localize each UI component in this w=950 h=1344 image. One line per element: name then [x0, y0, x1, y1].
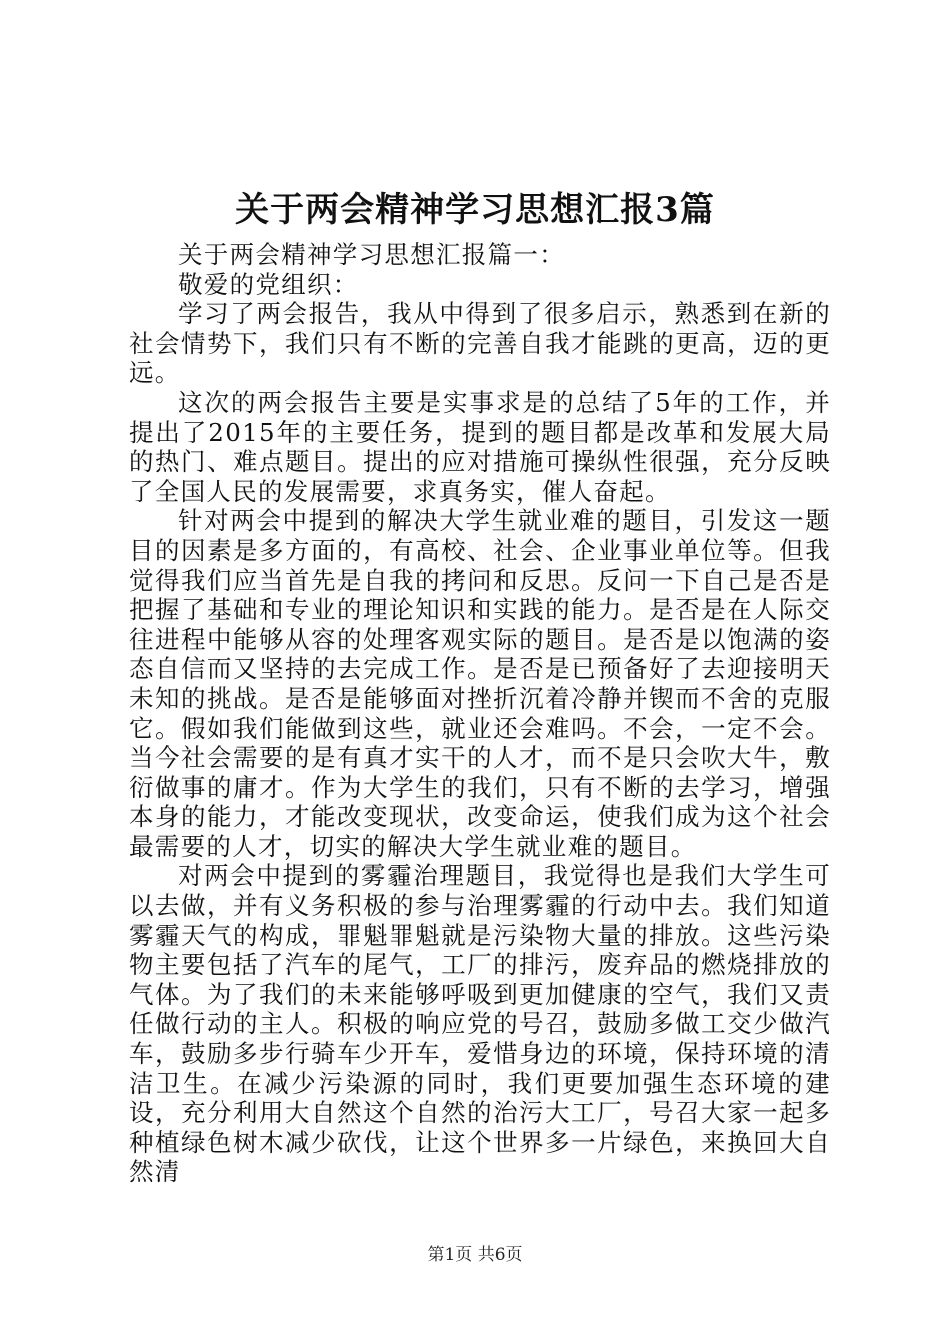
- paragraph-2: 这次的两会报告主要是实事求是的总结了5年的工作，并提出了2015年的主要任务，提到的题目都是改革和发展大局的热门、难点题目。提出的应对措施可操纵性很强，充分反映了全国人民的发展需要，求真务实，催人奋起。: [129, 387, 831, 506]
- paragraph-3: 针对两会中提到的解决大学生就业难的题目，引发这一题目的因素是多方面的，有高校、社会、企业事业单位等。但我觉得我们应当首先是自我的拷问和反思。反问一下自己是否是把握了基础和专业的理论知识和实践的能力。是否是在人际交往进程中能够从容的处理客观实际的题目。是否是以饱满的姿态自信而又坚持的去完成工作。是否是已预备好了去迎接明天未知的挑战。是否是能够面对挫折沉着冷静并锲而不舍的克服它。假如我们能做到这些，就业还会难吗。不会，一定不会。当今社会需要的是有真才实干的人才，而不是只会吹大牛，敷衍做事的庸才。作为大学生的我们，只有不断的去学习，增强本身的能力，才能改变现状，改变命运，使我们成为这个社会最需要的人才，切实的解决大学生就业难的题目。: [129, 506, 831, 861]
- paragraph-1: 学习了两会报告，我从中得到了很多启示，熟悉到在新的社会情势下，我们只有不断的完善自我才能跳的更高，迈的更远。: [129, 299, 831, 388]
- page-footer: 第1页 共6页: [427, 1245, 523, 1265]
- document-body: [129, 240, 831, 1187]
- paragraph-section-heading: 关于两会精神学习思想汇报篇一：: [178, 240, 565, 269]
- document-title: 关于两会精神学习思想汇报3篇: [235, 190, 715, 230]
- paragraph-4: 对两会中提到的雾霾治理题目，我觉得也是我们大学生可以去做，并有义务积极的参与治理雾霾的行动中去。我们知道雾霾天气的构成，罪魁罪魁就是污染物大量的排放。这些污染物主要包括了汽车的尾气，工厂的排污，废弃品的燃烧排放的气体。为了我们的未来能够呼吸到更加健康的空气，我们又责任做行动的主人。积极的响应党的号召，鼓励多做工交少做汽车，鼓励多步行骑车少开车，爱惜身边的环境，保持环境的清洁卫生。在减少污染源的同时，我们更要加强生态环境的建设，充分利用大自然这个自然的治污大工厂，号召大家一起多种植绿色树木减少砍伐，让这个世界多一片绿色，来换回大自然清: [129, 861, 831, 1187]
- paragraph-salutation: 敬爱的党组织：: [178, 269, 359, 299]
